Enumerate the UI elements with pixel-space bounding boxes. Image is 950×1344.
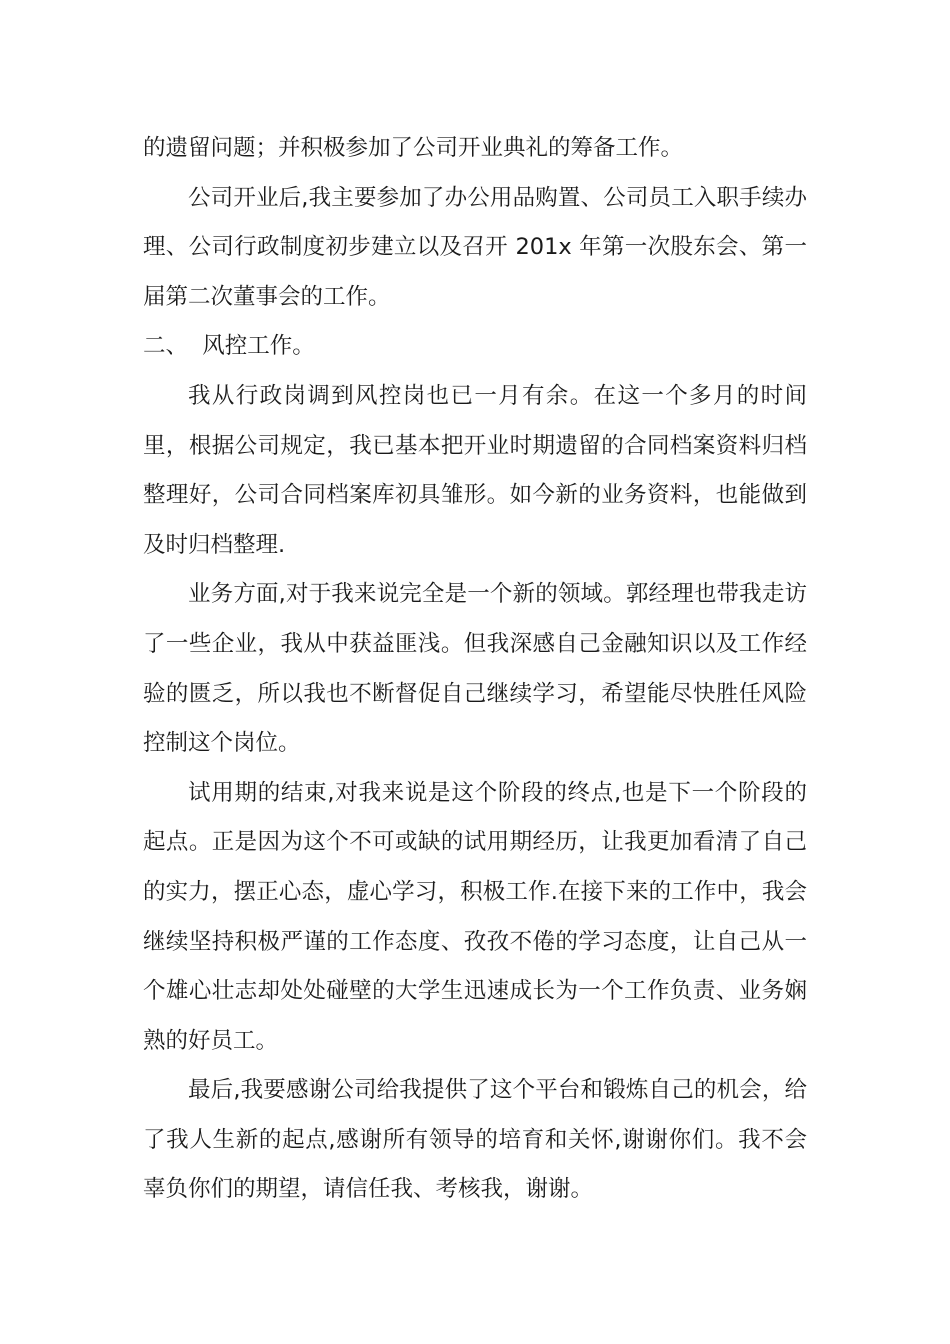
document-body bbox=[143, 124, 807, 1215]
paragraph-probation-end: 试用期的结束,对我来说是这个阶段的终点,也是下一个阶段的起点。正是因为这个不可或缺的试用期经历，让我更加看清了自己的实力，摆正心态，虚心学习，积极工作.在接下来的工作中，我会继续坚持积极严谨的工作态度、孜孜不倦的学习态度，让自己从一个雄心壮志却处处碰壁的大学生迅速成长为一个工作负责、业务娴熟的好员工。 bbox=[143, 779, 807, 1054]
paragraph-closing-thanks: 最后,我要感谢公司给我提供了这个平台和锻炼自己的机会，给了我人生新的起点,感谢所有领导的培育和关怀,谢谢你们。我不会辜负你们的期望，请信任我、考核我，谢谢。 bbox=[143, 1077, 807, 1203]
section-heading-risk-control: 二、 风控工作。 bbox=[143, 333, 315, 360]
paragraph-risk-control-transfer: 我从行政岗调到风控岗也已一月有余。在这一个多月的时间里，根据公司规定，我已基本把开业时期遗留的合同档案资料归档整理好，公司合同档案库初具雏形。如今新的业务资料，也能做到及时归档整理. bbox=[143, 382, 807, 558]
paragraph-company-opening: 公司开业后,我主要参加了办公用品购置、公司员工入职手续办理、公司行政制度初步建立以及召开 201x 年第一次股东会、第一届第二次董事会的工作。 bbox=[143, 184, 807, 310]
paragraph-continuation: 的遗留问题；并积极参加了公司开业典礼的筹备工作。 bbox=[143, 135, 684, 161]
paragraph-business-aspect: 业务方面,对于我来说完全是一个新的领域。郭经理也带我走访了一些企业，我从中获益匪浅。但我深感自己金融知识以及工作经验的匮乏，所以我也不断督促自己继续学习，希望能尽快胜任风险控制这个岗位。 bbox=[143, 581, 807, 757]
